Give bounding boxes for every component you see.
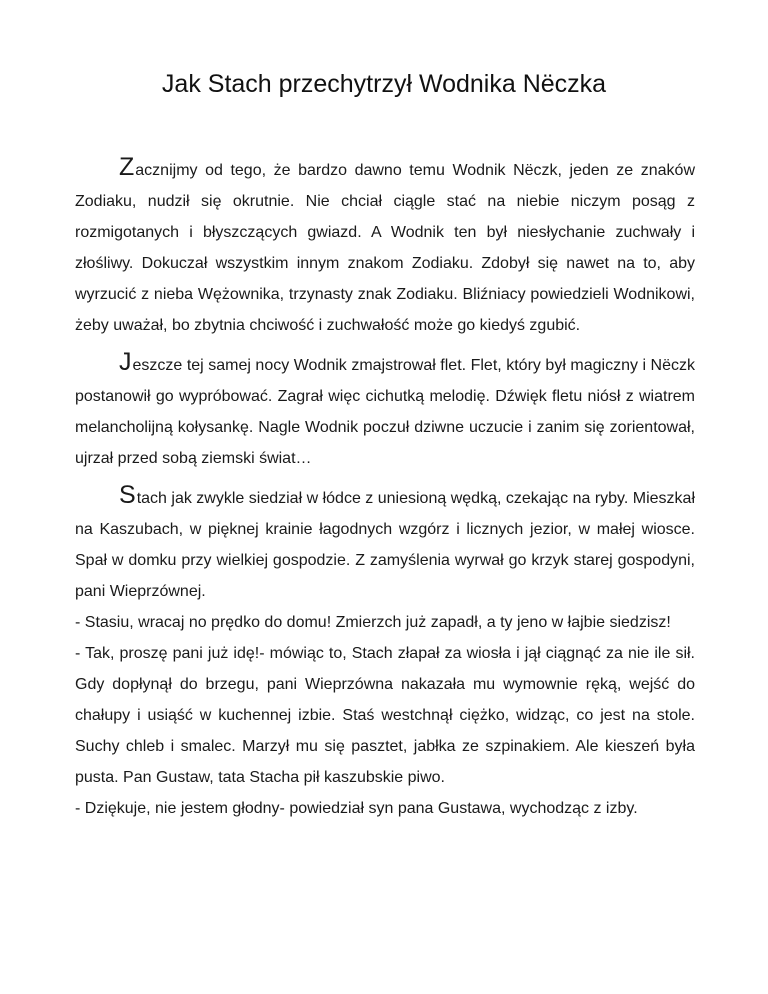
paragraph-1 bbox=[75, 152, 695, 341]
paragraph-3 bbox=[75, 480, 695, 607]
document-title: Jak Stach przechytrzył Wodnika Nëczka bbox=[161, 70, 607, 98]
story-body bbox=[75, 152, 695, 824]
drop-cap: Z bbox=[119, 153, 135, 181]
dialogue-line-3: - Dziękuje, nie jestem głodny- powiedział syn pana Gustawa, wychodząc z izby. bbox=[75, 800, 638, 817]
paragraph-text: eszcze tej samej nocy Wodnik zmajstrował flet. Flet, który był magiczny i Nëczk postanowił go wypróbować. Zagrał więc cichutką melodię. Dźwięk fletu niósł z wiatrem melancholijną kołysankę. Nagle Wodnik poczuł dziwne uczucie i zanim się zorientował, ujrzał przed sobą ziemski świat… bbox=[75, 357, 695, 467]
drop-cap: S bbox=[119, 481, 136, 509]
paragraph-2 bbox=[75, 347, 695, 474]
paragraph-text: tach jak zwykle siedział w łódce z uniesioną wędką, czekając na ryby. Mieszkał na Kaszubach, w pięknej krainie łagodnych wzgórz i licznych jezior, w małej wiosce. Spał w domku przy wielkiej gospodzie. Z zamyślenia wyrwał go krzyk starej gospodyni, pani Wieprzównej. bbox=[75, 490, 695, 600]
paragraph-text: acznijmy od tego, że bardzo dawno temu Wodnik Nëczk, jeden ze znaków Zodiaku, nudził się okrutnie. Nie chciał ciągle stać na niebie niczym posąg z rozmigotanych i błyszczących gwiazd. A Wodnik ten był niesłychanie zuchwały i złośliwy. Dokuczał wszystkim innym znakom Zodiaku. Zdobył się nawet na to, aby wyrzucić z nieba Wężownika, trzynasty znak Zodiaku. Bliźniacy powiedzieli Wodnikowi, żeby uważał, bo zbytnia chciwość i zuchwałość może go kiedyś zgubić. bbox=[75, 162, 695, 334]
drop-cap: J bbox=[119, 348, 132, 376]
dialogue-line-2: - Tak, proszę pani już idę!- mówiąc to, Stach złapał za wiosła i jął ciągnąć za nie ile sił. Gdy dopłynął do brzegu, pani Wieprzówna nakazała mu wymownie ręką, wejść do chałupy i usiąść w kuchennej izbie. Staś westchnął ciężko, widząc, co jest na stole. Suchy chleb i smalec. Marzył mu się pasztet, jabłka ze szpinakiem. Ale kieszeń była pusta. Pan Gustaw, tata Stacha pił kaszubskie piwo. bbox=[75, 645, 695, 786]
dialogue-line-1: - Stasiu, wracaj no prędko do domu! Zmierzch już zapadł, a ty jeno w łajbie siedzisz! bbox=[75, 614, 671, 631]
